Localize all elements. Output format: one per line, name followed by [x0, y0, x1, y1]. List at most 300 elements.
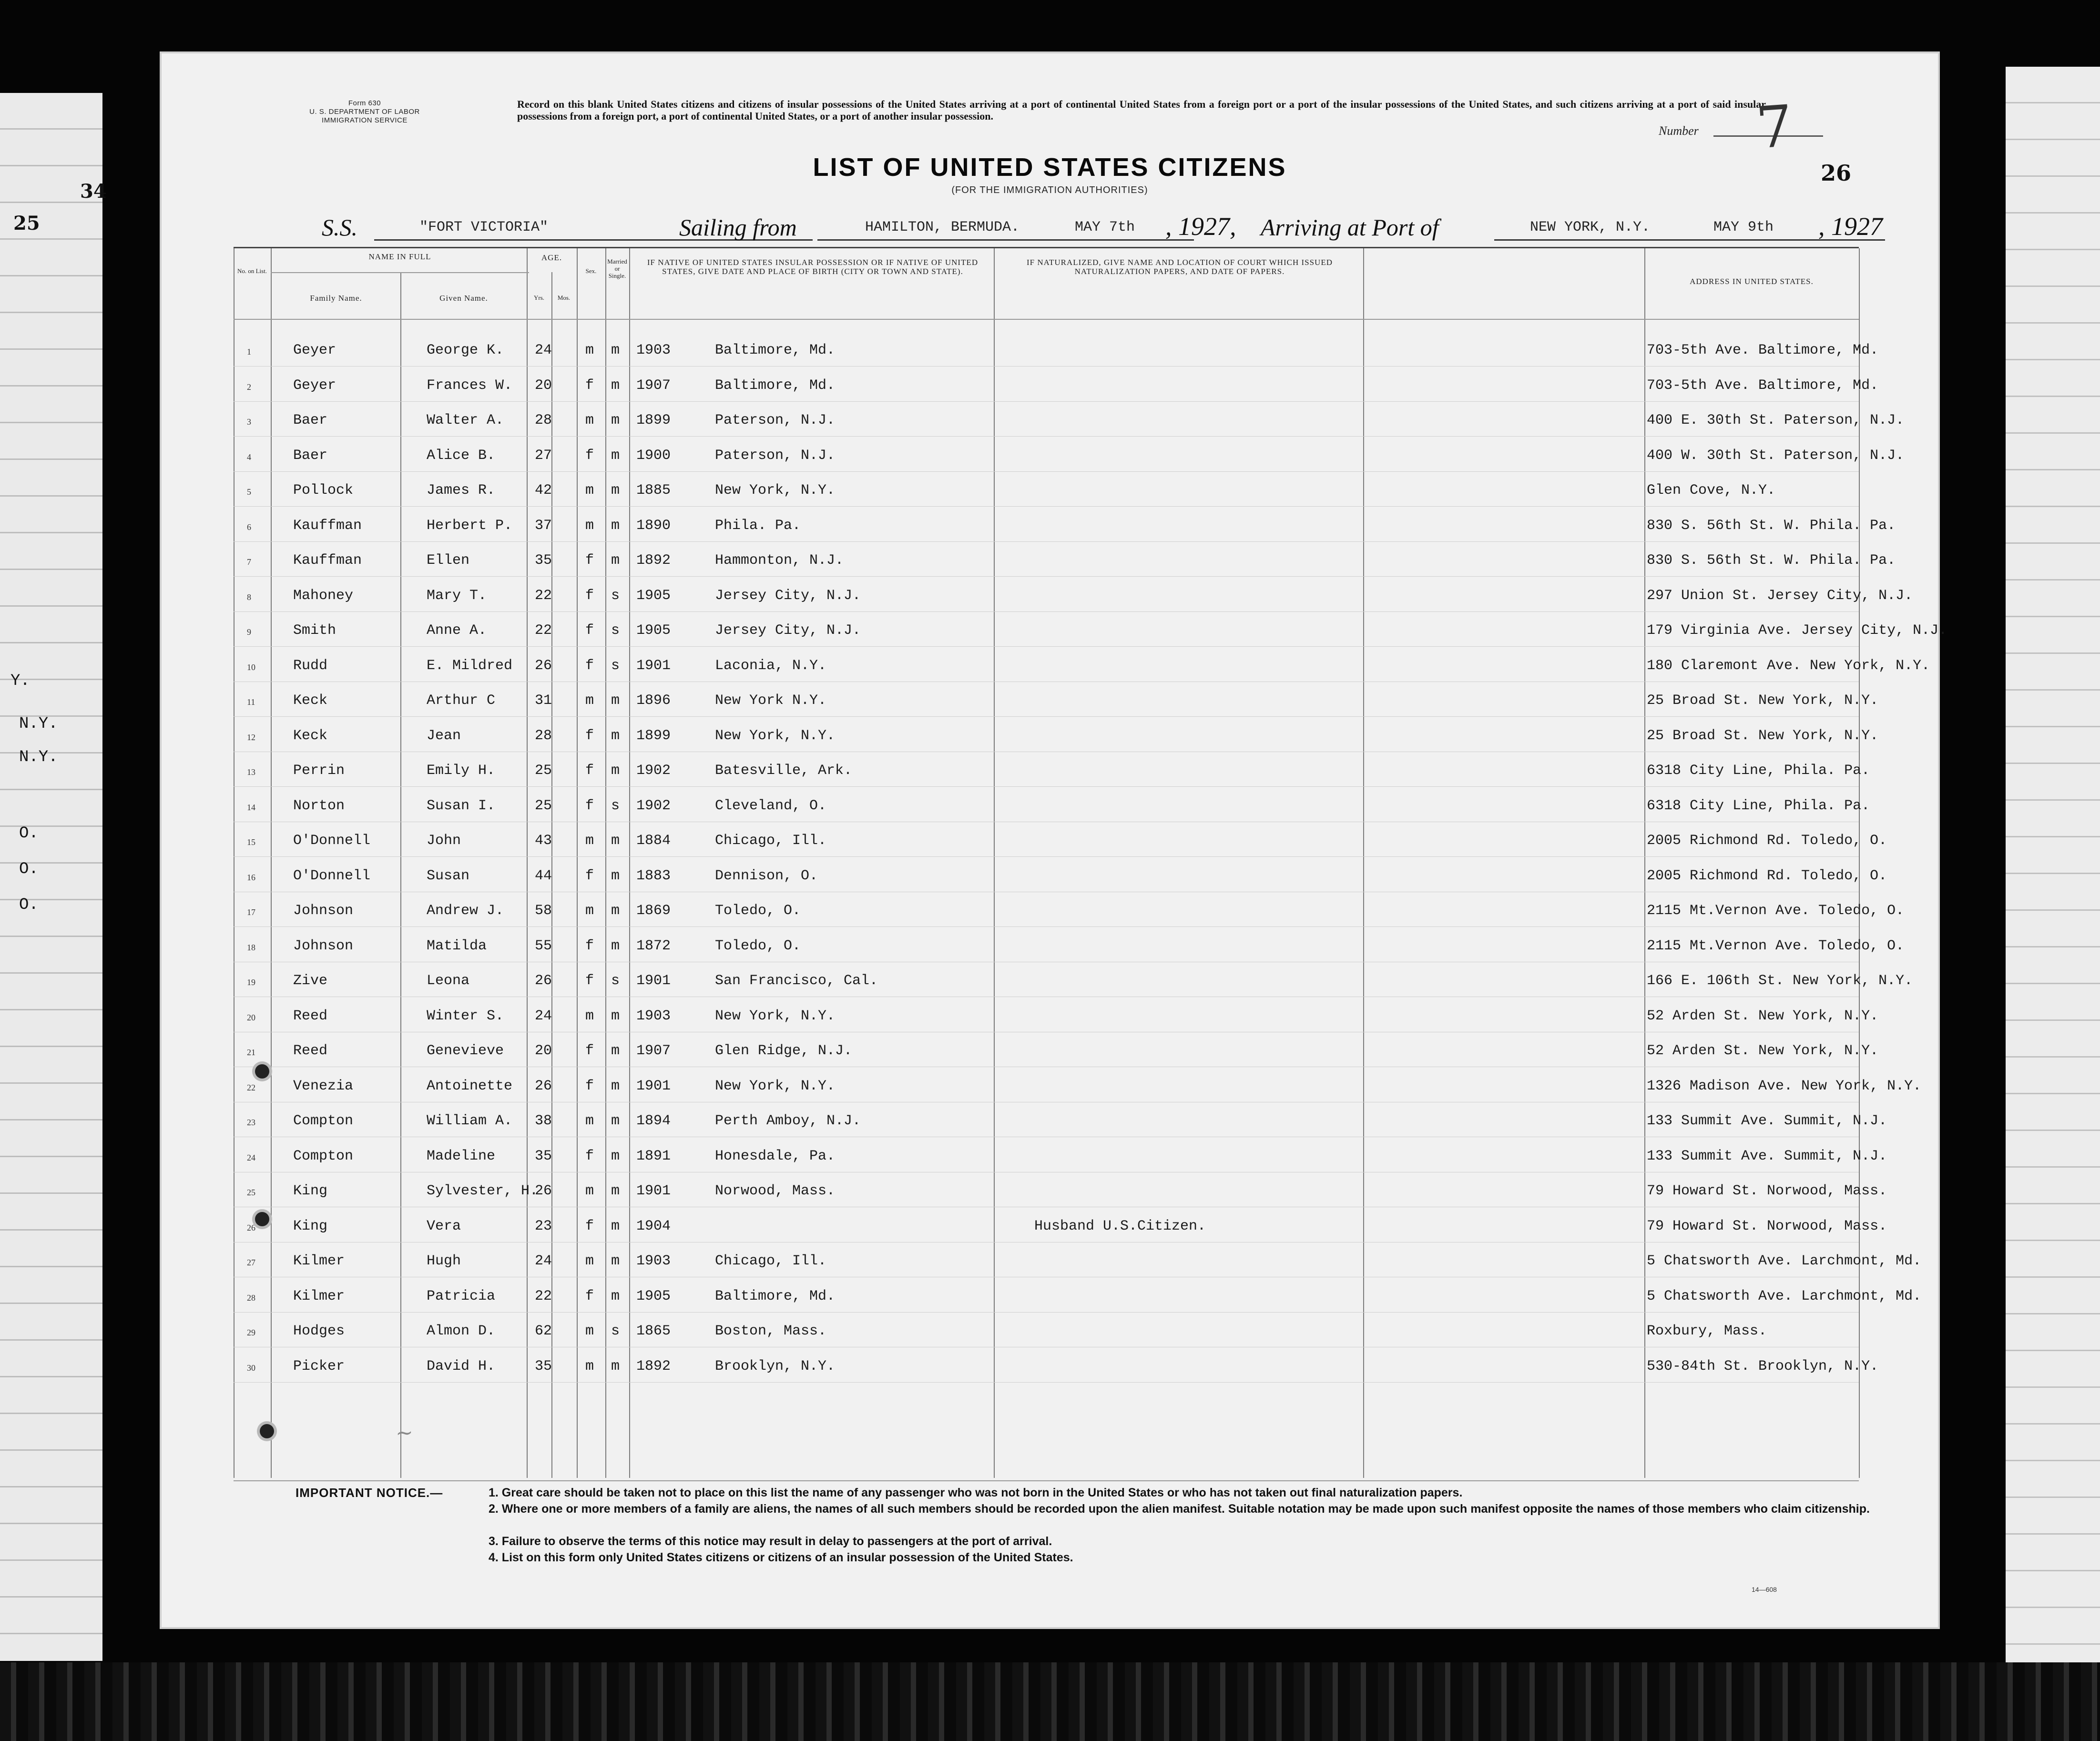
age-years: 35	[535, 1358, 552, 1374]
address: 2005 Richmond Rd. Toledo, O.	[1647, 833, 1887, 849]
given-name: Vera	[427, 1218, 461, 1234]
age-years: 28	[535, 727, 552, 744]
right-adjacent-page	[2006, 67, 2100, 1682]
marital-status: m	[611, 482, 620, 499]
marital-status: m	[611, 867, 620, 884]
marital-status: m	[611, 552, 620, 569]
row-divider	[234, 401, 1859, 402]
given-name: Emily H.	[427, 763, 496, 779]
row-number: 18	[247, 942, 255, 952]
marital-status: m	[611, 517, 620, 534]
handwritten-annotation: ~	[395, 1420, 414, 1446]
table-row	[234, 1353, 1879, 1387]
address: 830 S. 56th St. W. Phila. Pa.	[1647, 517, 1896, 534]
table-row	[234, 1317, 1859, 1352]
birth-year: 1883	[636, 867, 671, 884]
sex: m	[585, 1323, 594, 1339]
sex: f	[585, 1043, 594, 1059]
left-fragment-text: N.Y.	[19, 715, 58, 733]
given-name: Susan I.	[427, 797, 496, 814]
marital-status: s	[611, 973, 620, 989]
birth-place: Baltimore, Md.	[715, 377, 836, 394]
address: Roxbury, Mass.	[1647, 1323, 1767, 1339]
table-row	[234, 1177, 1887, 1212]
table-row	[234, 1142, 1887, 1177]
age-years: 44	[535, 867, 552, 884]
birth-place: Honesdale, Pa.	[715, 1148, 836, 1164]
header-name-in-full: NAME IN FULL	[368, 252, 431, 261]
row-number: 16	[247, 872, 255, 882]
given-name: Arthur C	[427, 692, 496, 709]
table-row	[234, 862, 1887, 897]
row-number: 4	[247, 452, 251, 462]
table-row	[234, 897, 1905, 932]
notice-item-3: 3. Failure to observe the terms of this notice may result in delay to passengers at the port of arrival.	[489, 1535, 1052, 1548]
given-name: David H.	[427, 1358, 496, 1374]
family-name: Reed	[293, 1008, 328, 1024]
service-name: IMMIGRATION SERVICE	[322, 116, 408, 124]
address: 703-5th Ave. Baltimore, Md.	[1647, 377, 1879, 394]
birth-year: 1872	[636, 937, 671, 954]
table-row	[234, 967, 1913, 1002]
list-subtitle: (FOR THE IMMIGRATION AUTHORITIES)	[951, 185, 1148, 195]
age-years: 23	[535, 1218, 552, 1234]
birth-place: Paterson, N.J.	[715, 447, 836, 464]
family-name: Kilmer	[293, 1253, 345, 1269]
sex: m	[585, 412, 594, 428]
given-name: Alice B.	[427, 447, 496, 464]
birth-place: New York, N.Y.	[715, 727, 836, 744]
address: 5 Chatsworth Ave. Larchmont, Md.	[1647, 1288, 1922, 1304]
birth-year: 1905	[636, 622, 671, 639]
sex: m	[585, 482, 594, 499]
age-years: 26	[535, 1183, 552, 1199]
left-fragment-text: O.	[19, 896, 39, 914]
row-number: 9	[247, 627, 251, 637]
row-number: 23	[247, 1118, 255, 1127]
ship-name: "FORT VICTORIA"	[419, 219, 549, 235]
row-number: 25	[247, 1188, 255, 1197]
binder-hole	[255, 1064, 269, 1079]
sex: m	[585, 1358, 594, 1374]
passenger-table	[234, 247, 1947, 1478]
age-years: 24	[535, 1008, 552, 1024]
marital-status: s	[611, 1323, 620, 1339]
marital-status: m	[611, 1358, 620, 1374]
address: 79 Howard St. Norwood, Mass.	[1647, 1218, 1887, 1234]
birth-place: Brooklyn, N.Y.	[715, 1358, 836, 1374]
address: 133 Summit Ave. Summit, N.J.	[1647, 1113, 1887, 1129]
row-number: 13	[247, 767, 255, 777]
row-number: 28	[247, 1293, 255, 1303]
left-fragment-text: N.Y.	[19, 748, 58, 766]
marital-status: m	[611, 1113, 620, 1129]
address: 830 S. 56th St. W. Phila. Pa.	[1647, 552, 1896, 569]
given-name: Andrew J.	[427, 903, 504, 919]
number-value: 7	[1754, 93, 1795, 162]
row-number: 19	[247, 977, 255, 987]
marital-status: m	[611, 1148, 620, 1164]
table-row	[234, 1002, 1879, 1037]
family-name: Reed	[293, 1043, 328, 1059]
family-name: O'Donnell	[293, 867, 371, 884]
sex: f	[585, 447, 594, 464]
table-row	[234, 652, 1930, 687]
row-divider	[234, 506, 1859, 507]
header-naturalized: IF NATURALIZED, GIVE NAME AND LOCATION OF COURT WHICH ISSUED NATURALIZATION PAPERS, AND DATE OF PAPERS.	[1026, 258, 1333, 276]
birth-year: 1905	[636, 1288, 671, 1304]
sex: f	[585, 937, 594, 954]
birth-year: 1900	[636, 447, 671, 464]
family-name: Rudd	[293, 657, 328, 674]
form-number: Form 630	[348, 99, 381, 107]
marital-status: m	[611, 1078, 620, 1094]
sex: f	[585, 657, 594, 674]
given-name: Walter A.	[427, 412, 504, 428]
address: 133 Summit Ave. Summit, N.J.	[1647, 1148, 1887, 1164]
given-name: Mary T.	[427, 587, 487, 604]
address: 52 Arden St. New York, N.Y.	[1647, 1008, 1879, 1024]
row-number: 11	[247, 697, 255, 707]
marital-status: m	[611, 377, 620, 394]
row-number: 2	[247, 382, 251, 392]
header-mos: Mos.	[557, 294, 571, 301]
birth-year: 1899	[636, 727, 671, 744]
birth-year: 1884	[636, 833, 671, 849]
given-name: Almon D.	[427, 1323, 496, 1339]
notice-item-4: 4. List on this form only United States citizens or citizens of an insular possession of the United States.	[489, 1551, 1073, 1564]
left-page-number-top: 34	[80, 180, 107, 203]
marital-status: m	[611, 1253, 620, 1269]
header-given-name: Given Name.	[439, 294, 488, 303]
row-number: 6	[247, 522, 251, 532]
sex: f	[585, 1078, 594, 1094]
address: 166 E. 106th St. New York, N.Y.	[1647, 973, 1913, 989]
table-row	[234, 1212, 1887, 1247]
birth-place: New York, N.Y.	[715, 1008, 836, 1024]
age-years: 43	[535, 833, 552, 849]
age-years: 24	[535, 1253, 552, 1269]
family-name: Compton	[293, 1148, 354, 1164]
table-row	[234, 372, 1879, 407]
row-number: 15	[247, 837, 255, 847]
given-name: E. Mildred	[427, 657, 513, 674]
family-name: Johnson	[293, 903, 354, 919]
row-divider	[234, 646, 1859, 647]
sex: m	[585, 1113, 594, 1129]
left-fragment-text: Y.	[10, 672, 30, 690]
from-underline	[817, 239, 1194, 241]
age-years: 58	[535, 903, 552, 919]
birth-year: 1869	[636, 903, 671, 919]
row-number: 24	[247, 1152, 255, 1162]
birth-place: Laconia, N.Y.	[715, 657, 827, 674]
given-name: John	[427, 833, 461, 849]
marital-status: m	[611, 447, 620, 464]
given-name: Winter S.	[427, 1008, 504, 1024]
age-years: 25	[535, 763, 552, 779]
family-name: Zive	[293, 973, 328, 989]
birth-place: Baltimore, Md.	[715, 342, 836, 358]
given-name: Anne A.	[427, 622, 487, 639]
birth-place: Jersey City, N.J.	[715, 622, 861, 639]
notice-item-1: 1. Great care should be taken not to place on this list the name of any passenger who was not born in the United States or who has not taken out final naturalization papers.	[489, 1486, 1463, 1499]
family-name: Kilmer	[293, 1288, 345, 1304]
marital-status: m	[611, 937, 620, 954]
birth-place: New York N.Y.	[715, 692, 827, 709]
table-row	[234, 1283, 1922, 1317]
birth-year: 1903	[636, 1008, 671, 1024]
age-years: 26	[535, 1078, 552, 1094]
row-number: 10	[247, 662, 255, 672]
header-no-on-list: No. on List.	[237, 267, 267, 275]
birth-year: 1892	[636, 1358, 671, 1374]
table-row	[234, 442, 1905, 477]
given-name: Matilda	[427, 937, 487, 954]
row-divider	[234, 1312, 1859, 1313]
given-name: Genevieve	[427, 1043, 504, 1059]
birth-year: 1892	[636, 552, 671, 569]
marital-status: m	[611, 412, 620, 428]
birth-year: 1903	[636, 1253, 671, 1269]
address: 297 Union St. Jersey City, N.J.	[1647, 587, 1913, 604]
age-years: 20	[535, 1043, 552, 1059]
row-divider	[234, 611, 1859, 612]
age-years: 28	[535, 412, 552, 428]
family-name: Baer	[293, 447, 328, 464]
age-years: 20	[535, 377, 552, 394]
left-fragment-text: O.	[19, 825, 39, 843]
age-years: 22	[535, 622, 552, 639]
address: 25 Broad St. New York, N.Y.	[1647, 727, 1879, 744]
row-number: 14	[247, 802, 255, 812]
birth-year: 1901	[636, 1183, 671, 1199]
row-number: 21	[247, 1048, 255, 1057]
row-divider	[234, 366, 1859, 367]
table-row	[234, 827, 1887, 862]
marital-status: m	[611, 1218, 620, 1234]
sex: f	[585, 587, 594, 604]
given-name: Leona	[427, 973, 470, 989]
marital-status: m	[611, 692, 620, 709]
family-name: Mahoney	[293, 587, 354, 604]
sex: m	[585, 1008, 594, 1024]
manifest-page	[160, 51, 1947, 1629]
table-row	[234, 687, 1879, 722]
row-number: 27	[247, 1258, 255, 1267]
address: 5 Chatsworth Ave. Larchmont, Md.	[1647, 1253, 1922, 1269]
sex: m	[585, 517, 594, 534]
given-name: Jean	[427, 727, 461, 744]
birth-place: Paterson, N.J.	[715, 412, 836, 428]
family-name: Smith	[293, 622, 336, 639]
age-years: 31	[535, 692, 552, 709]
birth-place: Jersey City, N.J.	[715, 587, 861, 604]
address: 79 Howard St. Norwood, Mass.	[1647, 1183, 1887, 1199]
sex: f	[585, 797, 594, 814]
header-address: ADDRESS IN UNITED STATES.	[1690, 277, 1814, 286]
birth-place: Batesville, Ark.	[715, 763, 853, 779]
address: 25 Broad St. New York, N.Y.	[1647, 692, 1879, 709]
age-years: 25	[535, 797, 552, 814]
family-name: Compton	[293, 1113, 354, 1129]
header-family-name: Family Name.	[310, 294, 362, 303]
row-number: 20	[247, 1012, 255, 1022]
address: Glen Cove, N.Y.	[1647, 482, 1776, 499]
family-name: Perrin	[293, 763, 345, 779]
family-name: Baer	[293, 412, 328, 428]
age-years: 35	[535, 552, 552, 569]
address: 52 Arden St. New York, N.Y.	[1647, 1043, 1879, 1059]
given-name: Herbert P.	[427, 517, 513, 534]
family-name: Picker	[293, 1358, 345, 1374]
sex: f	[585, 763, 594, 779]
address: 2115 Mt.Vernon Ave. Toledo, O.	[1647, 903, 1905, 919]
sex: f	[585, 1148, 594, 1164]
table-row	[234, 336, 1879, 371]
marital-status: m	[611, 903, 620, 919]
header-married-single: Married or Single.	[607, 258, 627, 279]
form-identifier	[303, 99, 427, 125]
table-row	[234, 617, 1947, 652]
row-number: 8	[247, 592, 251, 602]
birth-year: 1907	[636, 377, 671, 394]
birth-year: 1885	[636, 482, 671, 499]
age-years: 26	[535, 657, 552, 674]
birth-place: New York, N.Y.	[715, 1078, 836, 1094]
row-divider	[234, 436, 1859, 437]
family-name: Hodges	[293, 1323, 345, 1339]
family-name: Kauffman	[293, 517, 362, 534]
row-number: 7	[247, 557, 251, 567]
table-row	[234, 1072, 1922, 1107]
table-row	[234, 1107, 1887, 1142]
given-name: William A.	[427, 1113, 513, 1129]
sex: f	[585, 1288, 594, 1304]
header-birth: IF NATIVE OF UNITED STATES INSULAR POSSESSION OR IF NATIVE OF UNITED STATES, GIVE DATE AND PLACE OF BIRTH (CITY OR TOWN AND STATE).	[647, 258, 979, 276]
birth-year: 1891	[636, 1148, 671, 1164]
print-code: 14—608	[1752, 1586, 1777, 1593]
family-name: Geyer	[293, 377, 336, 394]
header-age: AGE.	[541, 253, 562, 262]
header-sex: Sex.	[585, 267, 597, 275]
row-divider	[234, 471, 1859, 472]
arrive-year: , 1927	[1818, 212, 1883, 241]
marital-status: m	[611, 727, 620, 744]
row-number: 17	[247, 907, 255, 917]
birth-year: 1865	[636, 1323, 671, 1339]
table-row	[234, 932, 1905, 967]
department-name: U. S. DEPARTMENT OF LABOR	[309, 108, 420, 116]
family-name: Johnson	[293, 937, 354, 954]
marital-status: s	[611, 657, 620, 674]
birth-place: Baltimore, Md.	[715, 1288, 836, 1304]
left-adjacent-page	[0, 93, 102, 1661]
birth-place: Cleveland, O.	[715, 797, 827, 814]
address: 180 Claremont Ave. New York, N.Y.	[1647, 657, 1930, 674]
row-divider	[234, 1382, 1859, 1383]
sex: m	[585, 903, 594, 919]
row-divider	[234, 786, 1859, 787]
family-name: Keck	[293, 727, 328, 744]
arriving-label: Arriving at Port of	[1261, 214, 1439, 241]
birth-place: Phila. Pa.	[715, 517, 801, 534]
birth-place: Hammonton, N.J.	[715, 552, 844, 569]
sex: f	[585, 622, 594, 639]
film-edge	[0, 1662, 2100, 1741]
given-name: Madeline	[427, 1148, 496, 1164]
ss-label: S.S.	[322, 214, 357, 241]
birth-place: Toledo, O.	[715, 903, 801, 919]
birth-place: Dennison, O.	[715, 867, 818, 884]
birth-place: Perth Amboy, N.J.	[715, 1113, 861, 1129]
table-row	[234, 1247, 1922, 1282]
notice-lead: IMPORTANT NOTICE.—	[296, 1486, 443, 1500]
age-years: 22	[535, 587, 552, 604]
table-row	[234, 582, 1913, 617]
table-row	[234, 1037, 1879, 1072]
marital-status: s	[611, 587, 620, 604]
birth-place: San Francisco, Cal.	[715, 973, 878, 989]
header-yrs: Yrs.	[533, 294, 545, 301]
sex: f	[585, 552, 594, 569]
given-name: Ellen	[427, 552, 470, 569]
given-name: Sylvester, H.	[427, 1183, 539, 1199]
age-years: 27	[535, 447, 552, 464]
birth-place: New York, N.Y.	[715, 482, 836, 499]
sex: f	[585, 377, 594, 394]
sailing-from-label: Sailing from	[679, 214, 797, 241]
naturalization: Husband U.S.Citizen.	[1034, 1218, 1206, 1234]
age-years: 35	[535, 1148, 552, 1164]
row-number: 29	[247, 1328, 255, 1337]
row-number: 26	[247, 1222, 255, 1232]
table-row	[234, 407, 1905, 441]
row-divider	[234, 856, 1859, 857]
birth-year: 1907	[636, 1043, 671, 1059]
sex: m	[585, 1253, 594, 1269]
age-years: 42	[535, 482, 552, 499]
record-instructions: Record on this blank United States citizens and citizens of insular possessions of the United States arriving at a port of continental United States from a foreign port or a port of the insular possessions of the United States, and such citizens arriving at a port of said insular possessions from a foreign port, a port of continental United States, or a port of another insular possession.	[517, 98, 1766, 122]
age-years: 62	[535, 1323, 552, 1339]
family-name: King	[293, 1183, 328, 1199]
marital-status: m	[611, 833, 620, 849]
birth-year: 1894	[636, 1113, 671, 1129]
marital-status: m	[611, 1288, 620, 1304]
left-page-number-mid: 25	[13, 212, 40, 234]
birth-year: 1905	[636, 587, 671, 604]
birth-place: Glen Ridge, N.J.	[715, 1043, 853, 1059]
address: 1326 Madison Ave. New York, N.Y.	[1647, 1078, 1922, 1094]
birth-year: 1901	[636, 973, 671, 989]
row-number: 3	[247, 417, 251, 427]
table-row	[234, 722, 1879, 757]
address: 400 W. 30th St. Paterson, N.J.	[1647, 447, 1905, 464]
birth-year: 1890	[636, 517, 671, 534]
birth-year: 1896	[636, 692, 671, 709]
age-years: 22	[535, 1288, 552, 1304]
sail-year: , 1927,	[1165, 212, 1236, 241]
given-name: Frances W.	[427, 377, 513, 394]
sail-date: MAY 7th	[1075, 219, 1135, 235]
birth-place: Boston, Mass.	[715, 1323, 827, 1339]
left-fragment-text: O.	[19, 860, 39, 878]
table-row	[234, 757, 1870, 792]
address: 179 Virginia Ave. Jersey City, N.J.	[1647, 622, 1947, 639]
family-name: Keck	[293, 692, 328, 709]
given-name: George K.	[427, 342, 504, 358]
row-number: 12	[247, 732, 255, 742]
